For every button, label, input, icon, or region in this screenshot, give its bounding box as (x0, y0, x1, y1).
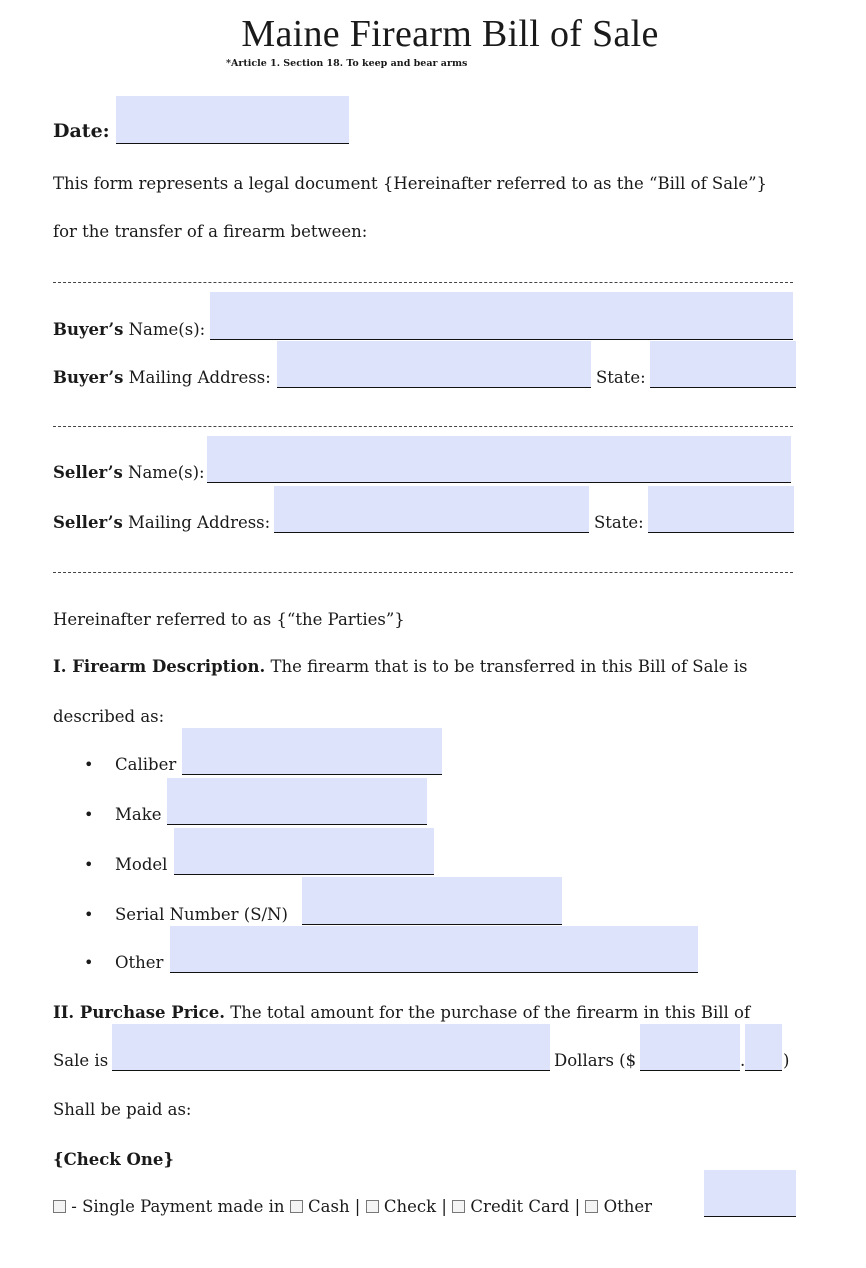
seller-address-label: Seller’s Mailing Address: (53, 513, 271, 532)
buyer-state-field[interactable] (650, 341, 796, 388)
divider (53, 426, 793, 427)
other-payment-field[interactable] (704, 1170, 796, 1217)
other-label: Other (115, 953, 164, 972)
bullet: • (84, 755, 94, 774)
divider (53, 282, 793, 283)
buyer-address-label: Buyer’s Mailing Address: (53, 368, 271, 387)
price-cents-field[interactable] (745, 1024, 782, 1071)
serial-number-field[interactable] (302, 877, 562, 925)
seller-address-field[interactable] (274, 486, 589, 533)
check-checkbox[interactable] (366, 1200, 379, 1213)
intro-line-1: This form represents a legal document {Hereinafter referred to as the “Bill of Sale”} (53, 174, 768, 193)
seller-state-field[interactable] (648, 486, 794, 533)
page-subtitle: *Article 1. Section 18. To keep and bear arms (226, 58, 468, 69)
page-title: Maine Firearm Bill of Sale (241, 13, 659, 55)
firearm-description-paragraph: I. Firearm Description. The firearm that is to be transferred in this Bill of Sale is (53, 657, 748, 676)
make-field[interactable] (167, 778, 427, 825)
buyer-name-field[interactable] (210, 292, 793, 340)
date-label: Date: (53, 120, 110, 142)
serial-number-label: Serial Number (S/N) (115, 905, 288, 924)
seller-name-field[interactable] (207, 436, 791, 483)
section-2-heading: II. Purchase Price. (53, 1003, 225, 1022)
decimal-point: . (740, 1051, 746, 1070)
sale-is-label: Sale is (53, 1051, 109, 1070)
close-paren: ) (783, 1051, 790, 1070)
seller-name-label: Seller’s Name(s): (53, 463, 205, 482)
divider (53, 572, 793, 573)
date-field[interactable] (116, 96, 349, 144)
model-field[interactable] (174, 828, 434, 875)
single-payment-checkbox[interactable] (53, 1200, 66, 1213)
check-one-text: {Check One} (53, 1150, 174, 1169)
payment-options-line: - Single Payment made in Cash | Check | Credit Card | Other (53, 1197, 652, 1216)
make-label: Make (115, 805, 162, 824)
credit-card-checkbox[interactable] (452, 1200, 465, 1213)
bullet: • (84, 953, 94, 972)
parties-text: Hereinafter referred to as {“the Parties”} (53, 610, 405, 629)
model-label: Model (115, 855, 168, 874)
buyer-address-field[interactable] (277, 341, 591, 388)
intro-line-2: for the transfer of a firearm between: (53, 222, 368, 241)
other-description-field[interactable] (170, 926, 698, 973)
price-words-field[interactable] (112, 1024, 550, 1071)
buyer-state-label: State: (596, 368, 646, 387)
bullet: • (84, 805, 94, 824)
section-1-heading: I. Firearm Description. (53, 657, 266, 676)
bullet: • (84, 905, 94, 924)
caliber-field[interactable] (182, 728, 442, 775)
price-dollars-field[interactable] (640, 1024, 740, 1071)
buyer-name-label: Buyer’s Name(s): (53, 320, 206, 339)
dollars-label: Dollars ($ (554, 1051, 637, 1070)
purchase-price-paragraph: II. Purchase Price. The total amount for the purchase of the firearm in this Bill of (53, 1003, 751, 1022)
other-payment-checkbox[interactable] (585, 1200, 598, 1213)
described-as-text: described as: (53, 707, 165, 726)
paid-as-text: Shall be paid as: (53, 1100, 192, 1119)
seller-state-label: State: (594, 513, 644, 532)
bullet: • (84, 855, 94, 874)
cash-checkbox[interactable] (290, 1200, 303, 1213)
caliber-label: Caliber (115, 755, 177, 774)
